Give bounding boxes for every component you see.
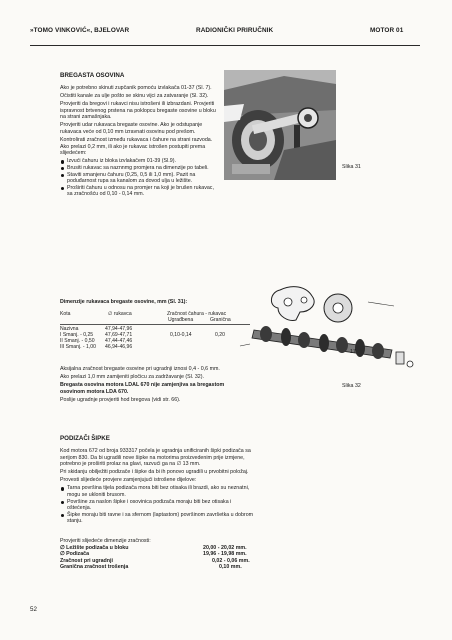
paragraph: Očistiti kanale za ulje pošto se skinu vijci za zatvaranje (Sl. 32). (60, 93, 209, 100)
paragraph: Bregasta osovina motora LDAL 670 nije zamjenjiva sa bregastom osovinom motora LDA 670. (60, 382, 225, 395)
dim-label: ∅ Podizača (60, 551, 90, 557)
table-cell: 47,69-47,71 (105, 332, 133, 338)
table-cell: 0,20 (215, 332, 225, 338)
table-header-granicna: Granična (210, 317, 231, 323)
paragraph: Pri skidanju obilježiti podizače i šipke da bi ih ponovo ugradili u prvobitni položaj. (60, 469, 249, 476)
dim-value: 0,02 - 0,06 mm. (212, 558, 250, 564)
figure-32-caption: Slika 32 (342, 383, 361, 389)
figure-31-caption: Slika 31 (342, 164, 361, 170)
table-header-rukavac: ∅ rukavca (108, 311, 132, 317)
paragraph: Provesti slijedeće provjere zamjenjujući istrošene dijelove: (60, 477, 197, 484)
table-cell: II Smanj. - 0,50 (60, 338, 95, 344)
tappets-body (60, 448, 256, 525)
paragraph: Poslije ugradnje provjeriti hod bregova (vidi str. 66). (60, 396, 181, 403)
dim-label: ∅ Ležište podizača u bloku (60, 545, 129, 551)
table-header-kota: Kota (60, 311, 71, 317)
dim-value: 20,00 - 20,02 mm. (203, 545, 247, 551)
dim-label: Zračnost pri ugradnji (60, 558, 113, 564)
list-item: Brusiti rukavac sa naznnmg promjera na dimenzije po tabeli. (60, 165, 220, 172)
header-rule (30, 45, 420, 46)
dim-value: 0,10 mm. (219, 564, 242, 570)
figure-32-ref-number: 17 (350, 349, 356, 355)
table-header-ugradjena: Ugrađbena (168, 317, 194, 323)
table-cell: 0,10-0,14 (170, 332, 192, 338)
dimensions-intro: Provjeriti slijedeće dimenzije zračnosti: (60, 538, 151, 544)
page-number: 52 (30, 606, 37, 613)
paragraph: Provjeriti da bregovi i rukavci nisu istrošeni ili izbrazdani. Provjeriti ispravnost brtvenog prstena na poklopcu bregaste osovine u bloku na strani zamašnjaka. (60, 101, 216, 121)
list-item: Šipke moraju biti ravne i sa sfernom (laptastom) površinom završetka u dobrom stanju. (60, 512, 256, 525)
figure-31-photo (224, 70, 336, 180)
table-cell: 46,94-46,96 (105, 344, 133, 350)
paragraph: Aksijalna zračnost bregaste osovine pri ugradnji iznosi 0,4 - 0,6 mm. (60, 366, 220, 372)
paragraph: Ako prelazi 1,0 mm zamijeniti pločicu za zadržavanje (Sl. 32). (60, 374, 204, 381)
list-item: Proširiti čahuru u odnosu na promjer na koji je brušen rukavac, sa zračnošću od 0,10 - 0,14 mm. (60, 185, 220, 198)
figure-32-drawing (238, 282, 418, 374)
table-cell: III Smanj. - 1,00 (60, 344, 96, 350)
dim-label: Granična zračnost trošenja (60, 564, 129, 570)
dimensions-title: Dimenzije rukavaca bregaste osovine, mm (Sl. 31): (60, 299, 188, 305)
table-header-zracnost: Zračnost čahura - rukavac (167, 311, 227, 317)
header-section: MOTOR 01 (370, 27, 404, 34)
header-publisher: »TOMO VINKOVIĆ«, BJELOVAR (30, 27, 130, 34)
paragraph: Kod motora 672 od broja 933317 počela je ugradnja unificiranih šipki podizača sa serijom 830. Da bi ugradili nove šipke na motorima proizvedenim prije izmjene, potrebno je proširiti prolaz na glavi, razvući ga na ∅ 13 mm. (60, 448, 251, 468)
list-item: Staviti smanjenu čahuru (0,25, 0,5 ili 1,0 mm). Pazit na poduđarnost rupa sa kanalom za dovod ulja u ležište. (60, 172, 220, 185)
header-manual-title: RADIONIČKI PRIRUČNIK (196, 27, 274, 34)
paragraph: Provjeriti udar rukavaca bregaste osovine. Ako je odstupanje rukavaca veće od 0,10 mm izravnati osovinu pod prešom. (60, 122, 203, 136)
table-cell: 47,94-47,96 (105, 326, 133, 332)
section-title-tappets: PODIZAČI ŠIPKE (60, 435, 110, 442)
camshaft-body (60, 85, 220, 198)
list-item: Izvući čahuru iz bloka izvlakačem 01-39 (Sl.9). (60, 158, 220, 165)
dim-value: 19,96 - 19,98 mm. (203, 551, 247, 557)
camshaft-notes (60, 366, 250, 403)
section-title-camshaft: BREGASTA OSOVINA (60, 72, 125, 79)
table-cell: Nazivna (60, 326, 79, 332)
table-rule (60, 324, 250, 325)
list-item: Površine za naslon šipke i osovinica podizača moraju biti bez otisaka i oštećenja. (60, 499, 256, 512)
paragraph: Ako je potrebno skinuti zupčanik pomoću izvlakača 01-37 (Sl. 7). (60, 85, 212, 91)
dimensions-table (60, 311, 250, 361)
table-cell: 47,44-47,46 (105, 338, 133, 344)
table-cell: I Smanj. - 0,25 (60, 332, 94, 338)
paragraph: Kontrolirati zračnost između rukavaca i čahure na strani razvoda. Ako prelazi 0,2 mm, ili ako je rukavac istrošen postupiti prema slijedećem: (60, 137, 213, 157)
list-item: Tarna površina tijela podizača mora biti bez otisaka ili brazdi, ako su neznatni, mogu se ukloniti brusom. (60, 485, 256, 498)
